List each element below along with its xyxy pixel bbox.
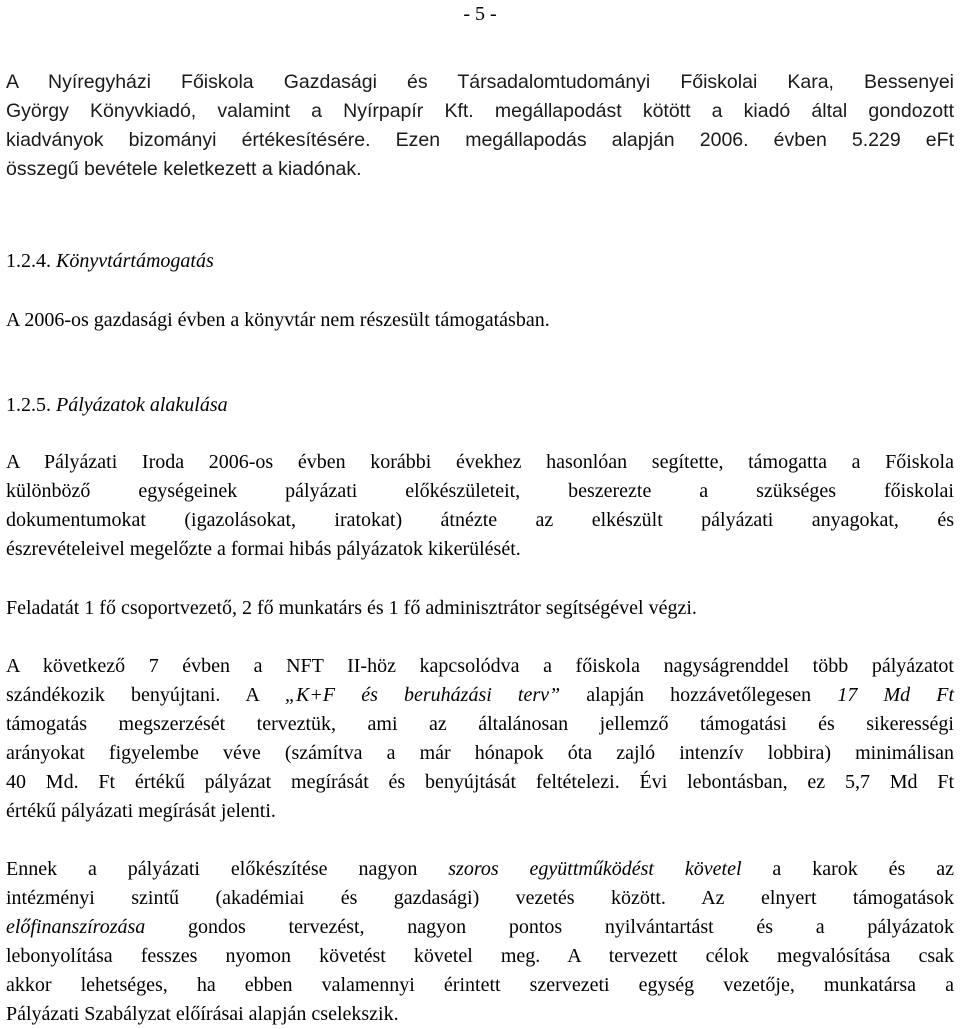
text-run: gondos tervezést, nagyon pontos nyilvántartást és a pályázatok	[145, 916, 954, 938]
section-124-text: A 2006-os gazdasági évben a könyvtár nem részesült támogatásban.	[6, 309, 550, 331]
section-number: 1.2.5.	[6, 394, 51, 416]
page-number: - 5 -	[463, 3, 497, 25]
paragraph-line	[6, 913, 954, 942]
intro-paragraph	[6, 68, 954, 184]
paragraph-line: különböző egységeinek pályázati előkészületeit, beszerezte a szükséges főiskolai	[6, 480, 954, 502]
section-title: Könyvtártámogatás	[56, 250, 214, 272]
paragraph-line	[6, 855, 954, 884]
paragraph-4	[6, 855, 954, 1029]
emphasis-text: 17 Md Ft	[837, 684, 955, 706]
paragraph-line: támogatás megszerzését terveztük, ami az általánosan jellemző támogatási és sikerességi	[6, 713, 954, 735]
intro-line: összegű bevétele keletkezett a kiadónak.	[6, 158, 362, 180]
text-run: szándékozik benyújtani. A	[6, 684, 285, 706]
paragraph-line: A Pályázati Iroda 2006-os évben korábbi évekhez hasonlóan segítette, támogatta a Főiskola	[6, 451, 954, 473]
paragraph-line: észrevételeivel megelőzte a formai hibás pályázatok kikerülését.	[6, 538, 521, 560]
text-run: alapján hozzávetőlegesen	[560, 684, 838, 706]
text-run: a karok és az	[741, 858, 955, 880]
paragraph-line	[6, 681, 954, 710]
paragraph-line: intézményi szintű (akadémiai és gazdasági) vezetés között. Az elnyert támogatások	[6, 887, 954, 909]
section-number: 1.2.4.	[6, 250, 51, 272]
paragraph-line: akkor lehetséges, ha ebben valamennyi érintett szervezeti egység vezetője, munkatársa a	[6, 974, 954, 996]
paragraph-3	[6, 652, 954, 826]
section-title: Pályázatok alakulása	[56, 394, 228, 416]
paragraph-line: Pályázati Szabályzat előírásai alapján cselekszik.	[6, 1003, 399, 1025]
paragraph-line: dokumentumokat (igazolásokat, iratokat) átnézte az elkészült pályázati anyagokat, és	[6, 509, 954, 531]
paragraph-line: A következő 7 évben a NFT II-höz kapcsolódva a főiskola nagyságrenddel több pályázatot	[6, 655, 954, 677]
paragraph-line: arányokat figyelembe véve (számítva a már hónapok óta zajló intenzív lobbira) minimálisan	[6, 742, 954, 764]
intro-line: György Könyvkiadó, valamint a Nyírpapír Kft. megállapodást kötött a kiadó által gondozott	[6, 100, 954, 122]
emphasis-text: szoros együttműködést követel	[448, 858, 742, 880]
section-124-heading	[6, 249, 214, 273]
text-run: Ennek a pályázati előkészítése nagyon	[6, 858, 449, 880]
paragraph-line: értékű pályázati megírását jelenti.	[6, 800, 276, 822]
emphasis-text: „K+F és beruházási terv”	[284, 684, 561, 706]
emphasis-text: előfinanszírozása	[6, 916, 146, 938]
intro-line: kiadványok bizományi értékesítésére. Ezen megállapodás alapján 2006. évben 5.229 eFt	[6, 129, 954, 151]
intro-line: A Nyíregyházi Főiskola Gazdasági és Társadalomtudományi Főiskolai Kara, Bessenyei	[6, 71, 954, 93]
section-125-heading	[6, 393, 228, 417]
paragraph-line: lebonyolítása fesszes nyomon követést követel meg. A tervezett célok megvalósítása csak	[6, 945, 954, 967]
paragraph-line: 40 Md. Ft értékű pályázat megírását és benyújtását feltételezi. Évi lebontásban, ez 5,7 Md Ft	[6, 771, 954, 793]
paragraph-2: Feladatát 1 fő csoportvezető, 2 fő munkatárs és 1 fő adminisztrátor segítségével végzi.	[6, 597, 697, 619]
paragraph-1	[6, 448, 954, 564]
